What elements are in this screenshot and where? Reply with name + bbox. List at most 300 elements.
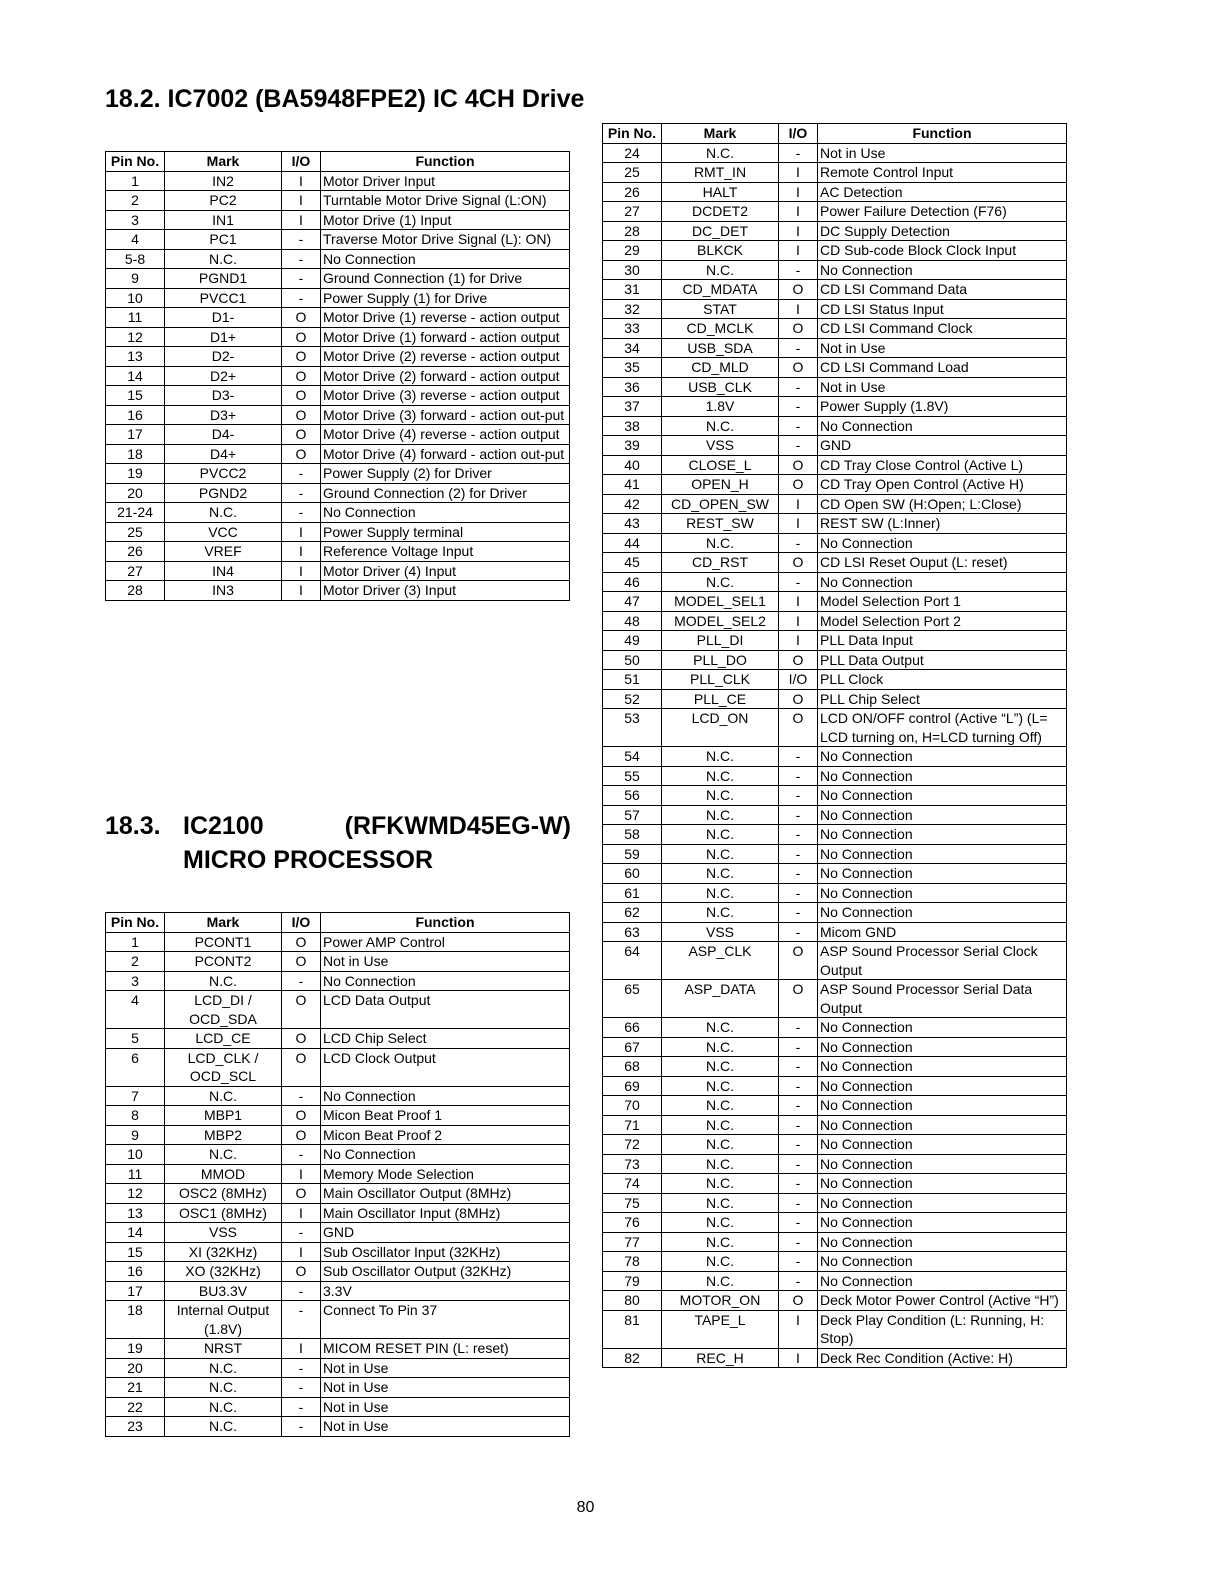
function-cell: Power Supply (2) for Driver	[321, 464, 570, 484]
pin-no-cell: 4	[106, 230, 165, 250]
mark-cell: N.C.	[165, 1358, 282, 1378]
pin-no-cell: 13	[106, 1203, 165, 1223]
table-row	[603, 377, 1067, 397]
function-cell: Deck Rec Condition (Active: H)	[818, 1348, 1067, 1368]
table-row	[603, 1096, 1067, 1116]
io-cell: -	[779, 1154, 818, 1174]
pin-no-cell: 65	[603, 980, 662, 1018]
pin-no-cell: 37	[603, 397, 662, 417]
mark-cell: N.C.	[662, 1076, 779, 1096]
table-row	[603, 436, 1067, 456]
pin-no-cell: 13	[106, 347, 165, 367]
table-row	[603, 1076, 1067, 1096]
table-row	[106, 1029, 570, 1049]
table-row	[106, 1339, 570, 1359]
section-18-2-title: 18.2. IC7002 (BA5948FPE2) IC 4CH Drive	[105, 85, 585, 113]
function-cell: GND	[321, 1223, 570, 1243]
mark-cell: IN1	[165, 210, 282, 230]
function-cell: No Connection	[321, 503, 570, 523]
io-cell: O	[282, 1029, 321, 1049]
function-cell: REST SW (L:Inner)	[818, 514, 1067, 534]
function-cell: Micom GND	[818, 922, 1067, 942]
mark-cell: N.C.	[165, 1378, 282, 1398]
function-cell: Remote Control Input	[818, 163, 1067, 183]
pin-no-cell: 19	[106, 464, 165, 484]
io-cell: -	[779, 397, 818, 417]
io-cell: O	[779, 709, 818, 747]
function-cell: Motor Drive (3) reverse - action output	[321, 386, 570, 406]
mark-cell: DCDET2	[662, 202, 779, 222]
mark-cell: N.C.	[662, 1154, 779, 1174]
function-cell: Power AMP Control	[321, 932, 570, 952]
io-cell: O	[779, 980, 818, 1018]
mark-cell: CD_OPEN_SW	[662, 494, 779, 514]
table-row	[106, 425, 570, 445]
table-row	[603, 358, 1067, 378]
table-row	[106, 444, 570, 464]
io-cell: -	[282, 1281, 321, 1301]
table-row	[603, 766, 1067, 786]
pin-no-cell: 3	[106, 210, 165, 230]
io-cell: I	[779, 221, 818, 241]
function-cell: No Connection	[818, 786, 1067, 806]
mark-cell: STAT	[662, 299, 779, 319]
table-row	[603, 163, 1067, 183]
io-cell: I	[779, 182, 818, 202]
mark-cell: N.C.	[662, 1135, 779, 1155]
io-cell: -	[282, 503, 321, 523]
mark-cell: N.C.	[165, 503, 282, 523]
mark-cell: LCD_ON	[662, 709, 779, 747]
function-cell: Connect To Pin 37	[321, 1301, 570, 1339]
table-row	[603, 1057, 1067, 1077]
mark-cell: N.C.	[662, 1252, 779, 1272]
header-mark: Mark	[662, 124, 779, 144]
pin-no-cell: 67	[603, 1037, 662, 1057]
function-cell: Motor Drive (1) Input	[321, 210, 570, 230]
mark-cell: N.C.	[662, 1271, 779, 1291]
table-row	[603, 202, 1067, 222]
io-cell: -	[779, 1271, 818, 1291]
function-cell: Power Supply (1) for Drive	[321, 288, 570, 308]
header-mark: Mark	[165, 913, 282, 933]
io-cell: O	[282, 444, 321, 464]
io-cell: O	[779, 553, 818, 573]
table-row	[603, 747, 1067, 767]
function-cell: Ground Connection (2) for Driver	[321, 483, 570, 503]
pin-no-cell: 2	[106, 191, 165, 211]
io-cell: I	[779, 514, 818, 534]
table-row	[603, 631, 1067, 651]
pin-no-cell: 2	[106, 952, 165, 972]
mark-cell: N.C.	[165, 971, 282, 991]
section-18-3-part-number: (RFKWMD45EG-W)	[344, 812, 571, 840]
pin-no-cell: 1	[106, 932, 165, 952]
io-cell: -	[282, 288, 321, 308]
io-cell: O	[779, 1291, 818, 1311]
pin-no-cell: 26	[106, 542, 165, 562]
table-row	[106, 308, 570, 328]
function-cell: No Connection	[818, 1271, 1067, 1291]
table-row	[603, 1193, 1067, 1213]
io-cell: I	[282, 522, 321, 542]
io-cell: I	[282, 1339, 321, 1359]
mark-cell: 1.8V	[662, 397, 779, 417]
function-cell: CD LSI Status Input	[818, 299, 1067, 319]
pin-no-cell: 21-24	[106, 503, 165, 523]
table-row	[106, 952, 570, 972]
mark-cell: N.C.	[662, 143, 779, 163]
mark-cell: N.C.	[662, 864, 779, 884]
table-row	[106, 1145, 570, 1165]
pin-no-cell: 8	[106, 1106, 165, 1126]
table-row	[106, 503, 570, 523]
table-row	[603, 689, 1067, 709]
table-row	[603, 455, 1067, 475]
table-row	[106, 1086, 570, 1106]
io-cell: O	[282, 1262, 321, 1282]
function-cell: No Connection	[818, 1213, 1067, 1233]
mark-cell: PGND2	[165, 483, 282, 503]
mark-cell: D3+	[165, 405, 282, 425]
function-cell: Motor Drive (1) reverse - action output	[321, 308, 570, 328]
pin-no-cell: 20	[106, 1358, 165, 1378]
mark-cell: D2-	[165, 347, 282, 367]
mark-cell: PGND1	[165, 269, 282, 289]
table-row	[603, 1213, 1067, 1233]
function-cell: Turntable Motor Drive Signal (L:ON)	[321, 191, 570, 211]
mark-cell: PC1	[165, 230, 282, 250]
io-cell: -	[779, 1252, 818, 1272]
io-cell: -	[779, 1135, 818, 1155]
table-row	[603, 611, 1067, 631]
pin-no-cell: 14	[106, 366, 165, 386]
io-cell: O	[282, 1184, 321, 1204]
table-row	[603, 260, 1067, 280]
io-cell: I	[779, 299, 818, 319]
io-cell: I	[779, 163, 818, 183]
function-cell: Not in Use	[818, 377, 1067, 397]
io-cell: I	[282, 210, 321, 230]
function-cell: No Connection	[818, 1018, 1067, 1038]
pin-no-cell: 15	[106, 1242, 165, 1262]
pin-no-cell: 77	[603, 1232, 662, 1252]
function-cell: Not in Use	[321, 1358, 570, 1378]
io-cell: I	[779, 631, 818, 651]
function-cell: No Connection	[818, 1057, 1067, 1077]
pin-no-cell: 57	[603, 805, 662, 825]
mark-cell: VSS	[165, 1223, 282, 1243]
function-cell: Motor Drive (4) forward - action out-put	[321, 444, 570, 464]
mark-cell: IN3	[165, 581, 282, 601]
table-row	[603, 1037, 1067, 1057]
io-cell: -	[779, 883, 818, 903]
mark-cell: USB_SDA	[662, 338, 779, 358]
mark-cell: N.C.	[662, 1018, 779, 1038]
pin-no-cell: 35	[603, 358, 662, 378]
mark-cell: N.C.	[165, 1417, 282, 1437]
function-cell: Not in Use	[818, 143, 1067, 163]
pin-no-cell: 69	[603, 1076, 662, 1096]
mark-cell: N.C.	[662, 825, 779, 845]
pin-no-cell: 10	[106, 1145, 165, 1165]
io-cell: -	[282, 1223, 321, 1243]
mark-cell: LCD_DI / OCD_SDA	[165, 991, 282, 1029]
function-cell: LCD ON/OFF control (Active “L”) (L= LCD turning on, H=LCD turning Off)	[818, 709, 1067, 747]
table-row	[106, 405, 570, 425]
pin-no-cell: 54	[603, 747, 662, 767]
io-cell: O	[282, 932, 321, 952]
io-cell: -	[779, 1115, 818, 1135]
function-cell: No Connection	[818, 825, 1067, 845]
pin-no-cell: 44	[603, 533, 662, 553]
table-row	[603, 922, 1067, 942]
mark-cell: CD_MDATA	[662, 280, 779, 300]
table-row	[603, 980, 1067, 1018]
section-18-3-subtitle: MICRO PROCESSOR	[183, 846, 434, 874]
table-header-row	[106, 913, 570, 933]
mark-cell: DC_DET	[662, 221, 779, 241]
table-row	[106, 1184, 570, 1204]
table-row	[106, 1125, 570, 1145]
table-row	[603, 1135, 1067, 1155]
pin-no-cell: 10	[106, 288, 165, 308]
function-cell: Power Failure Detection (F76)	[818, 202, 1067, 222]
io-cell: O	[282, 386, 321, 406]
io-cell: I	[282, 1242, 321, 1262]
mark-cell: BLKCK	[662, 241, 779, 261]
mark-cell: N.C.	[662, 1037, 779, 1057]
pin-no-cell: 79	[603, 1271, 662, 1291]
table-row	[106, 1262, 570, 1282]
table-row	[603, 670, 1067, 690]
pin-no-cell: 71	[603, 1115, 662, 1135]
function-cell: Motor Drive (2) forward - action output	[321, 366, 570, 386]
function-cell: Not in Use	[818, 338, 1067, 358]
io-cell: -	[779, 1018, 818, 1038]
table-row	[603, 864, 1067, 884]
function-cell: CD Open SW (H:Open; L:Close)	[818, 494, 1067, 514]
function-cell: Motor Driver Input	[321, 171, 570, 191]
function-cell: Motor Drive (3) forward - action out-put	[321, 405, 570, 425]
io-cell: I	[779, 1348, 818, 1368]
function-cell: Not in Use	[321, 1397, 570, 1417]
mark-cell: ASP_CLK	[662, 942, 779, 980]
mark-cell: N.C.	[662, 883, 779, 903]
function-cell: ASP Sound Processor Serial Data Output	[818, 980, 1067, 1018]
io-cell: O	[282, 1048, 321, 1086]
pin-no-cell: 56	[603, 786, 662, 806]
table-row	[603, 241, 1067, 261]
function-cell: No Connection	[818, 1037, 1067, 1057]
table-row	[603, 494, 1067, 514]
mark-cell: MODEL_SEL2	[662, 611, 779, 631]
table-row	[603, 1174, 1067, 1194]
io-cell: O	[282, 991, 321, 1029]
io-cell: I	[282, 581, 321, 601]
pin-no-cell: 61	[603, 883, 662, 903]
pin-no-cell: 49	[603, 631, 662, 651]
table-row	[603, 143, 1067, 163]
io-cell: I	[779, 611, 818, 631]
mark-cell: N.C.	[662, 1232, 779, 1252]
function-cell: MICOM RESET PIN (L: reset)	[321, 1339, 570, 1359]
mark-cell: D4-	[165, 425, 282, 445]
function-cell: Motor Driver (3) Input	[321, 581, 570, 601]
io-cell: -	[282, 1086, 321, 1106]
io-cell: I	[282, 171, 321, 191]
mark-cell: LCD_CLK / OCD_SCL	[165, 1048, 282, 1086]
function-cell: No Connection	[321, 971, 570, 991]
function-cell: No Connection	[818, 1193, 1067, 1213]
pin-no-cell: 73	[603, 1154, 662, 1174]
pin-no-cell: 51	[603, 670, 662, 690]
io-cell: I	[779, 241, 818, 261]
io-cell: O	[779, 475, 818, 495]
io-cell: -	[282, 1378, 321, 1398]
function-cell: CD Sub-code Block Clock Input	[818, 241, 1067, 261]
function-cell: No Connection	[818, 805, 1067, 825]
pin-no-cell: 72	[603, 1135, 662, 1155]
function-cell: Main Oscillator Input (8MHz)	[321, 1203, 570, 1223]
function-cell: No Connection	[818, 416, 1067, 436]
pin-no-cell: 12	[106, 327, 165, 347]
pin-no-cell: 9	[106, 269, 165, 289]
mark-cell: D4+	[165, 444, 282, 464]
mark-cell: REST_SW	[662, 514, 779, 534]
function-cell: Ground Connection (1) for Drive	[321, 269, 570, 289]
pin-no-cell: 48	[603, 611, 662, 631]
io-cell: O	[779, 455, 818, 475]
io-cell: O	[779, 689, 818, 709]
table-row	[106, 971, 570, 991]
pin-no-cell: 27	[603, 202, 662, 222]
io-cell: -	[779, 533, 818, 553]
io-cell: O	[282, 366, 321, 386]
mark-cell: OSC1 (8MHz)	[165, 1203, 282, 1223]
pin-no-cell: 5	[106, 1029, 165, 1049]
function-cell: Sub Oscillator Output (32KHz)	[321, 1262, 570, 1282]
mark-cell: PLL_CE	[662, 689, 779, 709]
mark-cell: BU3.3V	[165, 1281, 282, 1301]
function-cell: Motor Drive (2) reverse - action output	[321, 347, 570, 367]
pin-no-cell: 1	[106, 171, 165, 191]
table-row	[603, 1232, 1067, 1252]
io-cell: -	[282, 483, 321, 503]
io-cell: -	[282, 1397, 321, 1417]
mark-cell: N.C.	[662, 1174, 779, 1194]
table-row	[603, 299, 1067, 319]
mark-cell: PCONT2	[165, 952, 282, 972]
function-cell: Reference Voltage Input	[321, 542, 570, 562]
table-row	[603, 1252, 1067, 1272]
pin-no-cell: 75	[603, 1193, 662, 1213]
table-row	[106, 1417, 570, 1437]
io-cell: -	[779, 1037, 818, 1057]
header-mark: Mark	[165, 152, 282, 172]
page-number: 80	[576, 1499, 595, 1516]
function-cell: No Connection	[321, 1086, 570, 1106]
ic2100-pin-table-left	[105, 912, 570, 1437]
mark-cell: PLL_DI	[662, 631, 779, 651]
io-cell: -	[779, 766, 818, 786]
mark-cell: N.C.	[165, 1086, 282, 1106]
pin-no-cell: 28	[603, 221, 662, 241]
table-row	[603, 533, 1067, 553]
mark-cell: N.C.	[662, 747, 779, 767]
function-cell: ASP Sound Processor Serial Clock Output	[818, 942, 1067, 980]
io-cell: O	[282, 308, 321, 328]
function-cell: Memory Mode Selection	[321, 1164, 570, 1184]
mark-cell: XO (32KHz)	[165, 1262, 282, 1282]
function-cell: PLL Data Input	[818, 631, 1067, 651]
mark-cell: MOTOR_ON	[662, 1291, 779, 1311]
function-cell: Motor Drive (4) reverse - action output	[321, 425, 570, 445]
function-cell: No Connection	[818, 533, 1067, 553]
mark-cell: N.C.	[662, 533, 779, 553]
mark-cell: CD_MCLK	[662, 319, 779, 339]
table-row	[106, 522, 570, 542]
pin-no-cell: 5-8	[106, 249, 165, 269]
function-cell: Model Selection Port 2	[818, 611, 1067, 631]
pin-no-cell: 46	[603, 572, 662, 592]
mark-cell: TAPE_L	[662, 1310, 779, 1348]
io-cell: -	[282, 1145, 321, 1165]
mark-cell: PVCC1	[165, 288, 282, 308]
mark-cell: N.C.	[662, 766, 779, 786]
io-cell: -	[779, 143, 818, 163]
mark-cell: LCD_CE	[165, 1029, 282, 1049]
io-cell: -	[779, 922, 818, 942]
mark-cell: N.C.	[165, 249, 282, 269]
mark-cell: N.C.	[662, 572, 779, 592]
mark-cell: RMT_IN	[662, 163, 779, 183]
table-row	[603, 825, 1067, 845]
mark-cell: N.C.	[662, 903, 779, 923]
table-row	[603, 553, 1067, 573]
function-cell: Not in Use	[321, 1378, 570, 1398]
mark-cell: N.C.	[662, 805, 779, 825]
function-cell: Motor Driver (4) Input	[321, 561, 570, 581]
pin-no-cell: 63	[603, 922, 662, 942]
table-row	[603, 786, 1067, 806]
pin-no-cell: 40	[603, 455, 662, 475]
pin-no-cell: 39	[603, 436, 662, 456]
pin-no-cell: 30	[603, 260, 662, 280]
function-cell: Not in Use	[321, 952, 570, 972]
header-function: Function	[818, 124, 1067, 144]
pin-no-cell: 62	[603, 903, 662, 923]
io-cell: O	[282, 952, 321, 972]
table-row	[106, 542, 570, 562]
function-cell: No Connection	[321, 249, 570, 269]
table-row	[603, 1271, 1067, 1291]
io-cell: -	[779, 747, 818, 767]
table-row	[603, 514, 1067, 534]
mark-cell: IN2	[165, 171, 282, 191]
mark-cell: D3-	[165, 386, 282, 406]
table-row	[106, 288, 570, 308]
pin-no-cell: 74	[603, 1174, 662, 1194]
mark-cell: USB_CLK	[662, 377, 779, 397]
function-cell: No Connection	[818, 1135, 1067, 1155]
pin-no-cell: 18	[106, 444, 165, 464]
pin-no-cell: 4	[106, 991, 165, 1029]
pin-no-cell: 50	[603, 650, 662, 670]
function-cell: No Connection	[818, 766, 1067, 786]
pin-no-cell: 43	[603, 514, 662, 534]
table-row	[603, 942, 1067, 980]
